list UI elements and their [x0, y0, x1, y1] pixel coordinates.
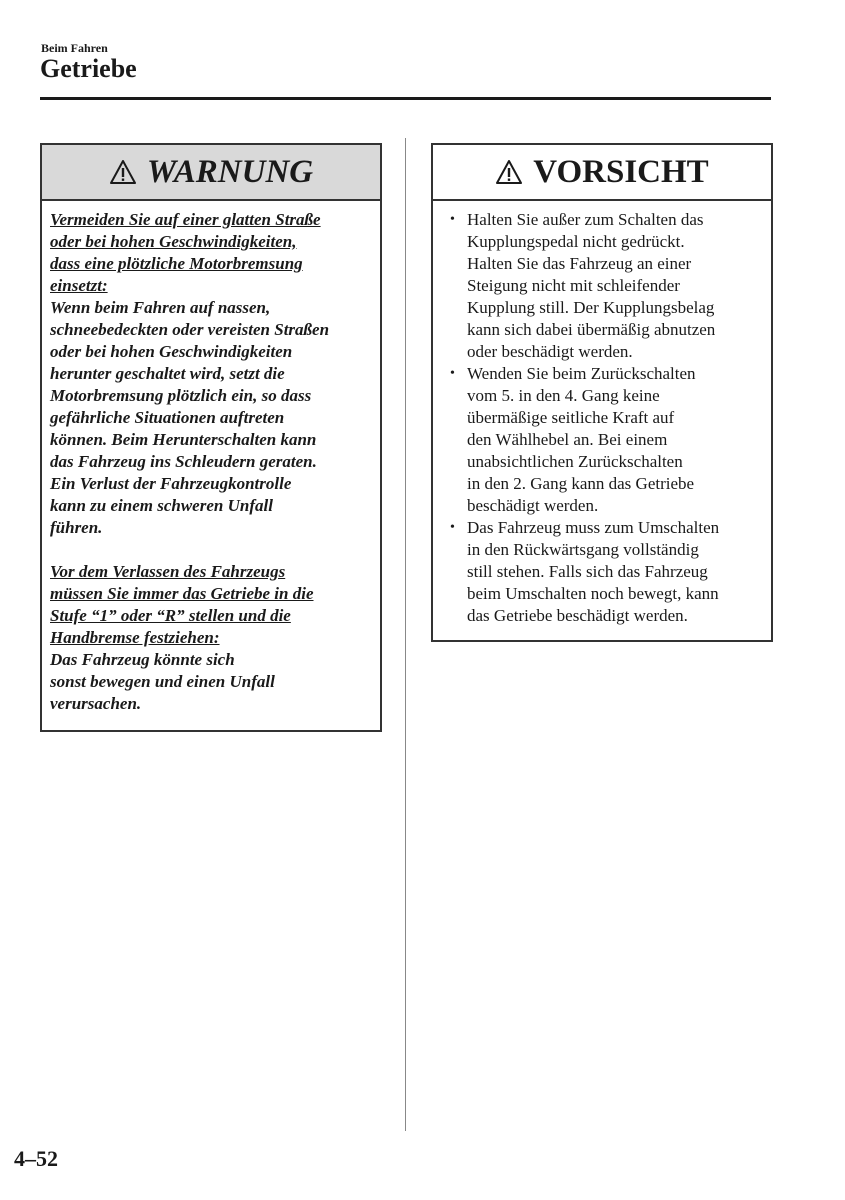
caution-body: [433, 201, 771, 627]
warning-line: kann zu einem schweren Unfall: [50, 496, 273, 515]
warning-line: schneebedeckten oder vereisten Straßen: [50, 320, 330, 339]
page-title: Getriebe: [40, 54, 137, 83]
caution-line: unabsichtlichen Zurückschalten: [467, 452, 683, 471]
caution-line: den Wählhebel an. Bei einem: [467, 430, 668, 449]
page-number: 4–52: [14, 1146, 58, 1171]
caution-line: Steigung nicht mit schleifender: [467, 276, 680, 295]
caution-box: [431, 143, 773, 642]
warning-line: führen.: [50, 518, 103, 537]
warning-line: Vor dem Verlassen des Fahrzeugs: [50, 562, 286, 581]
caution-line: Halten Sie das Fahrzeug an einer: [467, 254, 692, 273]
caution-line: in den Rückwärtsgang vollständig: [467, 540, 699, 559]
caution-header: [433, 145, 771, 201]
caution-list: [433, 209, 761, 627]
warning-line: Wenn beim Fahren auf nassen,: [50, 298, 271, 317]
caution-line: Das Fahrzeug muss zum Umschalten: [467, 518, 720, 537]
warning-line: Stufe “1” oder “R” stellen und die: [50, 606, 291, 625]
caution-line: das Getriebe beschädigt werden.: [467, 606, 688, 625]
warning-line: können. Beim Herunterschalten kann: [50, 430, 317, 449]
warning-line: Vermeiden Sie auf einer glatten Straße: [50, 210, 321, 229]
warning-box: [40, 143, 382, 732]
warning-line: müssen Sie immer das Getriebe in die: [50, 584, 314, 603]
warning-triangle-icon: [109, 159, 137, 185]
warning-body: [42, 201, 380, 715]
caution-item: [433, 209, 761, 363]
caution-line: übermäßige seitliche Kraft auf: [467, 408, 675, 427]
warning-line: Ein Verlust der Fahrzeugkontrolle: [50, 474, 292, 493]
warning-line: Handbremse festziehen:: [50, 628, 220, 647]
bullet-icon: •: [450, 366, 455, 381]
caution-line: beim Umschalten noch bewegt, kann: [467, 584, 719, 603]
caution-line: still stehen. Falls sich das Fahrzeug: [467, 562, 708, 581]
warning-line: Das Fahrzeug könnte sich: [50, 650, 235, 669]
warning-title: WARNUNG: [146, 153, 314, 190]
column-divider: [405, 138, 406, 1131]
caution-item: [433, 363, 761, 517]
warning-line: sonst bewegen und einen Unfall: [50, 672, 275, 691]
caution-line: oder beschädigt werden.: [467, 342, 633, 361]
caution-line: Wenden Sie beim Zurückschalten: [467, 364, 696, 383]
caution-title: VORSICHT: [533, 153, 709, 190]
warning-line: verursachen.: [50, 694, 142, 713]
warning-line: einsetzt:: [50, 276, 108, 295]
warning-line: Motorbremsung plötzlich ein, so dass: [50, 386, 312, 405]
caution-line: kann sich dabei übermäßig abnutzen: [467, 320, 716, 339]
section-label: Beim Fahren: [41, 41, 108, 55]
bullet-icon: •: [450, 212, 455, 227]
warning-line: dass eine plötzliche Motorbremsung: [50, 254, 303, 273]
caution-line: Kupplung still. Der Kupplungsbelag: [467, 298, 715, 317]
caution-item: [433, 517, 761, 627]
warning-line: oder bei hohen Geschwindigkeiten: [50, 342, 293, 361]
header-rule: [40, 97, 771, 100]
caution-line: in den 2. Gang kann das Getriebe: [467, 474, 695, 493]
warning-line: gefährliche Situationen auftreten: [50, 408, 285, 427]
caution-line: beschädigt werden.: [467, 496, 599, 515]
bullet-icon: •: [450, 520, 455, 535]
caution-line: Halten Sie außer zum Schalten das: [467, 210, 704, 229]
warning-line: das Fahrzeug ins Schleudern geraten.: [50, 452, 317, 471]
warning-header: [42, 145, 380, 201]
warning-line: oder bei hohen Geschwindigkeiten,: [50, 232, 297, 251]
caution-line: Kupplungspedal nicht gedrückt.: [467, 232, 685, 251]
warning-line: herunter geschaltet wird, setzt die: [50, 364, 285, 383]
caution-line: vom 5. in den 4. Gang keine: [467, 386, 660, 405]
warning-triangle-icon: [495, 159, 523, 185]
